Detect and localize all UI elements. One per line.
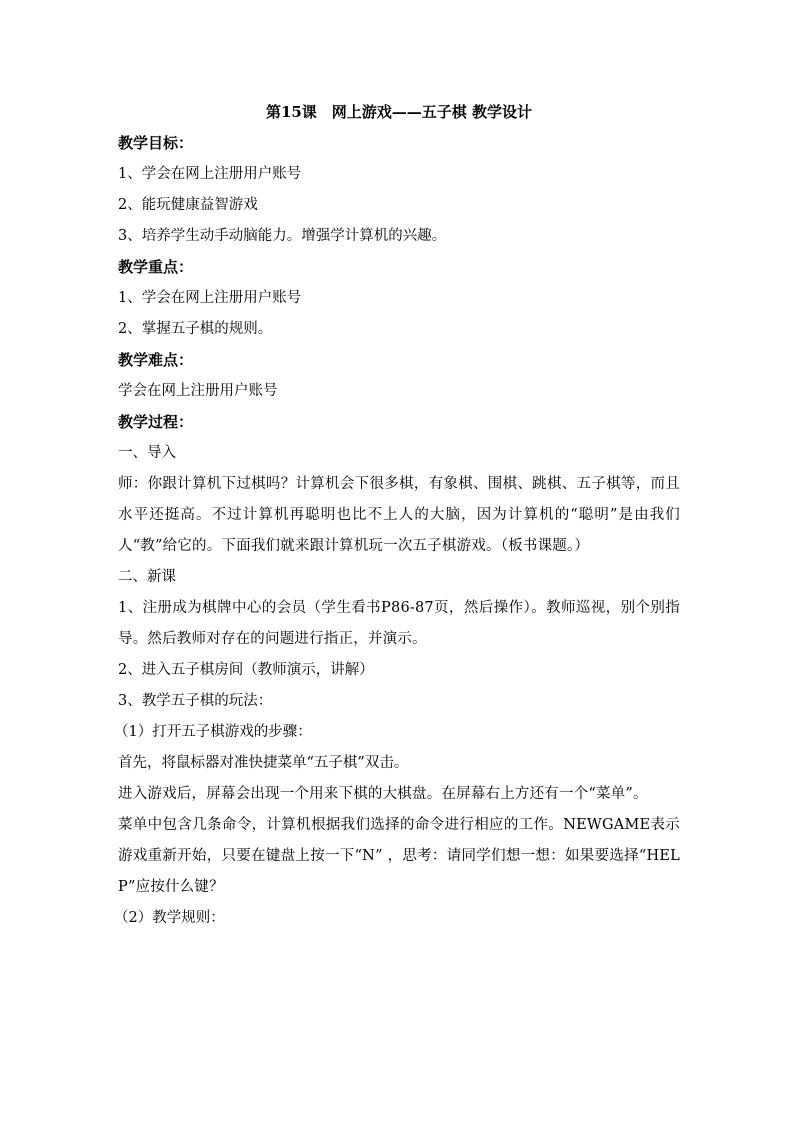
paragraph: 1、注册成为棋牌中心的会员（学生看书P86-87页，然后操作）。教师巡视，别个别指导。然后教师对存在的问题进行指正，并演示。	[118, 600, 680, 647]
document-body	[114, 97, 680, 934]
paragraph: （2）教学规则：	[114, 910, 225, 926]
paragraph: 1、学会在网上注册用户账号	[118, 290, 302, 306]
paragraph: 2、进入五子棋房间（教师演示，讲解）	[118, 662, 374, 678]
paragraph: 1、学会在网上注册用户账号	[118, 166, 302, 182]
paragraph: 首先，将鼠标器对准快捷菜单“五子棋”双击。	[118, 755, 409, 771]
section-heading: 教学重点：	[118, 258, 194, 276]
section-heading: 教学目标：	[118, 134, 194, 152]
paragraph: 进入游戏后，屏幕会出现一个用来下棋的大棋盘。在屏幕右上方还有一个“菜单”。	[118, 786, 648, 802]
section-heading: 教学过程：	[118, 413, 194, 431]
paragraph: 2、能玩健康益智游戏	[118, 197, 258, 213]
paragraph: 二、新课	[118, 569, 176, 585]
paragraph: 一、导入	[118, 445, 176, 461]
paragraph: 学会在网上注册用户账号	[118, 383, 278, 399]
paragraph: 菜单中包含几条命令，计算机根据我们选择的命令进行相应的工作。NEWGAME表示游戏重新开始，只要在键盘上按一下“N” ，思考：请同学们想一想：如果要选择“HELP”应按什么键？	[118, 817, 680, 895]
paragraph: 2、掌握五子棋的规则。	[118, 321, 273, 337]
lines-container	[114, 128, 680, 934]
paragraph: 3、教学五子棋的玩法：	[118, 693, 273, 709]
section-heading: 教学难点：	[118, 351, 194, 369]
paragraph: 师：你跟计算机下过棋吗？计算机会下很多棋，有象棋、围棋、跳棋、五子棋等，而且水平还挺高。不过计算机再聪明也比不上人的大脑，因为计算机的“聪明”是由我们人“教”给它的。下面我们就来跟计算机玩一次五子棋游戏。（板书课题。）	[118, 476, 680, 554]
paragraph: 3、培养学生动手动脑能力。增强学计算机的兴趣。	[118, 228, 447, 244]
document-title: 第15课 网上游戏——五子棋 教学设计	[265, 103, 533, 121]
paragraph: （1）打开五子棋游戏的步骤：	[114, 724, 312, 740]
